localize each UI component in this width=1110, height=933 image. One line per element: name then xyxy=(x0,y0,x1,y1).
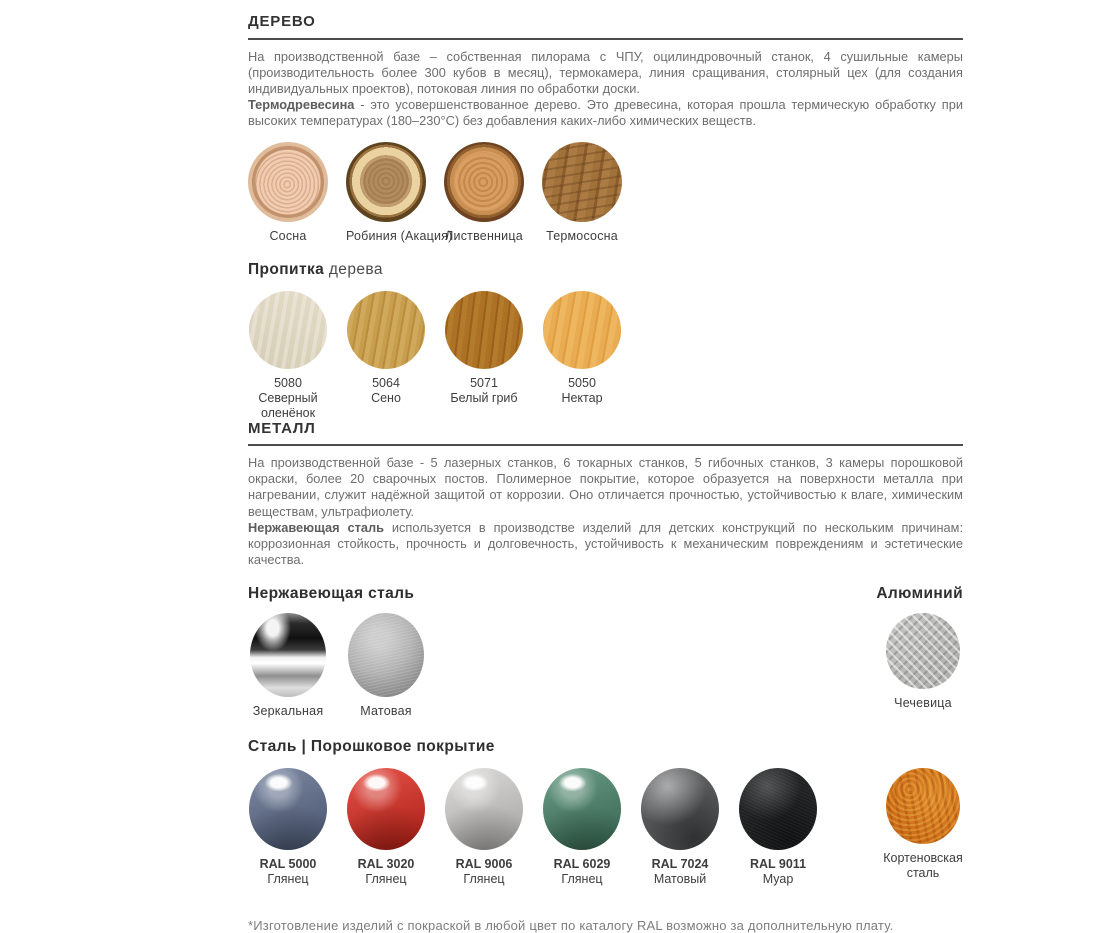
ral-5000-swatch xyxy=(249,768,327,850)
impregnation-5080-label xyxy=(242,376,334,421)
impregnation-row xyxy=(248,291,963,421)
ral-9006-finish: Глянец xyxy=(463,872,505,887)
aluminum-lentil-swatch xyxy=(886,613,960,689)
ral-9011-code: RAL 9011 xyxy=(749,857,807,872)
ral-6029-label xyxy=(536,857,628,887)
impregnation-title-sub: дерева xyxy=(328,260,383,278)
larch-label: Лиственница xyxy=(445,228,523,243)
swatch-corten-steel xyxy=(883,768,963,881)
impregnation-5050-name: Нектар xyxy=(561,390,603,405)
swatch-larch xyxy=(444,142,524,244)
ral-3020-label xyxy=(340,857,432,887)
ral-7024-swatch xyxy=(641,768,719,850)
stainless-aluminum-row xyxy=(248,613,963,719)
ral-5000-label xyxy=(242,857,334,887)
metal-paragraph-production: На производственной базе - 5 лазерных станков, 6 токарных станков, 5 гибочных станков, 3 камеры порошковой окраски, более 20 сварочных постов. Полимерное покрытие, которое образуется на поверхности металла при нагревании, служит надёжной защитой от коррозии. Оно отличается прочностью, устойчивостью к влаге, химическим веществам, ультрафиолету. xyxy=(248,455,963,519)
thermowood-rest: - это усовершенствованное дерево. Это древесина, которая прошла термическую обработку при высоких температурах (180–230°С) без добавления каких-либо химических веществ. xyxy=(248,97,963,129)
ral-9011-label xyxy=(732,857,824,887)
ral-5000-finish: Глянец xyxy=(267,872,309,887)
ral-6029-code: RAL 6029 xyxy=(553,857,611,872)
swatch-robinia xyxy=(346,142,453,244)
ral-9006-label xyxy=(438,857,530,887)
swatch-5064 xyxy=(346,291,426,406)
ral-5000-code: RAL 5000 xyxy=(259,857,317,872)
swatch-thermopine xyxy=(542,142,622,244)
ral-footnote: *Изготовление изделий с покраской в любой цвет по каталогу RAL возможно за дополнительную плату. xyxy=(248,918,894,933)
metal-section-title: МЕТАЛЛ xyxy=(248,419,316,437)
aluminum-lentil-label: Чечевица xyxy=(894,696,952,711)
corten-steel-label: Кортеновская сталь xyxy=(883,851,963,881)
wood-section-title: ДЕРЕВО xyxy=(248,13,316,30)
matte-steel-swatch xyxy=(348,613,424,697)
impregnation-5050-swatch xyxy=(543,291,621,369)
ral-9006-code: RAL 9006 xyxy=(455,857,513,872)
powder-coating-title: Сталь | Порошковое покрытие xyxy=(248,738,495,756)
ral-9011-swatch xyxy=(739,768,817,850)
ral-9006-swatch xyxy=(445,768,523,850)
ral-7024-code: RAL 7024 xyxy=(651,857,709,872)
impregnation-5071-code: 5071 xyxy=(470,375,498,390)
ral-7024-finish: Матовый xyxy=(653,872,707,887)
matte-steel-label: Матовая xyxy=(360,704,412,719)
impregnation-5064-name: Сено xyxy=(371,390,401,405)
swatch-ral-9006 xyxy=(444,768,524,887)
swatch-ral-7024 xyxy=(640,768,720,887)
impregnation-title xyxy=(248,261,963,279)
impregnation-5071-name: Белый гриб xyxy=(450,390,518,405)
thermopine-label: Термососна xyxy=(546,228,618,243)
stainless-steel-title: Нержавеющая сталь xyxy=(248,585,415,603)
swatch-aluminum-lentil xyxy=(883,613,963,711)
ral-6029-swatch xyxy=(543,768,621,850)
pine-label: Сосна xyxy=(269,228,307,243)
metal-paragraph-stainless xyxy=(248,520,963,569)
swatch-ral-6029 xyxy=(542,768,622,887)
ral-3020-finish: Глянец xyxy=(365,872,407,887)
wood-species-row xyxy=(248,142,963,244)
impregnation-title-main: Пропитка xyxy=(248,260,325,278)
impregnation-5080-swatch xyxy=(249,291,327,369)
larch-wood-swatch xyxy=(444,142,524,222)
swatch-5050 xyxy=(542,291,622,406)
page-content xyxy=(248,0,963,933)
ral-3020-code: RAL 3020 xyxy=(357,857,415,872)
stainless-rest: используется в производстве изделий для детских конструкций по нескольким причинам: коррозионная стойкость, прочность и долговечность, устойчивость к механическим повреждениям и эстетические качества. xyxy=(248,519,964,568)
swatch-ral-9011 xyxy=(738,768,818,887)
swatch-pine xyxy=(248,142,328,244)
ral-3020-swatch xyxy=(347,768,425,850)
robinia-label: Робиния (Акация) xyxy=(346,228,453,243)
metal-subheadings-row xyxy=(248,585,963,603)
ral-9011-finish: Муар xyxy=(762,872,794,887)
powder-coating-row xyxy=(248,768,963,887)
swatch-mirror-steel xyxy=(248,613,328,719)
swatch-matte-steel xyxy=(346,613,426,719)
thermowood-lead: Термодревесина xyxy=(248,97,355,113)
thermopine-wood-swatch xyxy=(542,142,622,222)
impregnation-5064-swatch xyxy=(347,291,425,369)
swatch-ral-5000 xyxy=(248,768,328,887)
impregnation-5050-code: 5050 xyxy=(568,375,596,390)
mirror-steel-swatch xyxy=(250,613,326,697)
wood-section-divider xyxy=(248,38,963,40)
wood-paragraph-production: На производственной базе – собственная пилорама с ЧПУ, оцилиндровочный станок, 4 сушильные камеры (производительность более 300 кубов в месяц), термокамера, линия сращивания, столярный цех (для создания индивидуальных проектов), потоковая линия по обработки доски. xyxy=(248,48,963,96)
mirror-steel-label: Зеркальная xyxy=(252,704,324,719)
ral-7024-label xyxy=(634,857,726,887)
impregnation-5064-label xyxy=(340,376,432,406)
stainless-lead: Нержавеющая сталь xyxy=(248,519,385,535)
impregnation-5080-name: Северный оленёнок xyxy=(258,390,318,420)
impregnation-5064-code: 5064 xyxy=(372,375,400,390)
impregnation-5071-label xyxy=(438,376,530,406)
corten-steel-swatch xyxy=(886,768,960,844)
pine-wood-swatch xyxy=(248,142,328,222)
impregnation-5050-label xyxy=(536,376,628,406)
aluminum-title: Алюминий xyxy=(876,585,963,603)
swatch-5080 xyxy=(248,291,328,421)
impregnation-5080-code: 5080 xyxy=(274,375,302,390)
robinia-wood-swatch xyxy=(346,142,426,222)
swatch-5071 xyxy=(444,291,524,406)
impregnation-5071-swatch xyxy=(445,291,523,369)
ral-6029-finish: Глянец xyxy=(561,872,603,887)
metal-section-divider xyxy=(248,444,963,446)
swatch-ral-3020 xyxy=(346,768,426,887)
wood-paragraph-thermowood xyxy=(248,97,963,129)
